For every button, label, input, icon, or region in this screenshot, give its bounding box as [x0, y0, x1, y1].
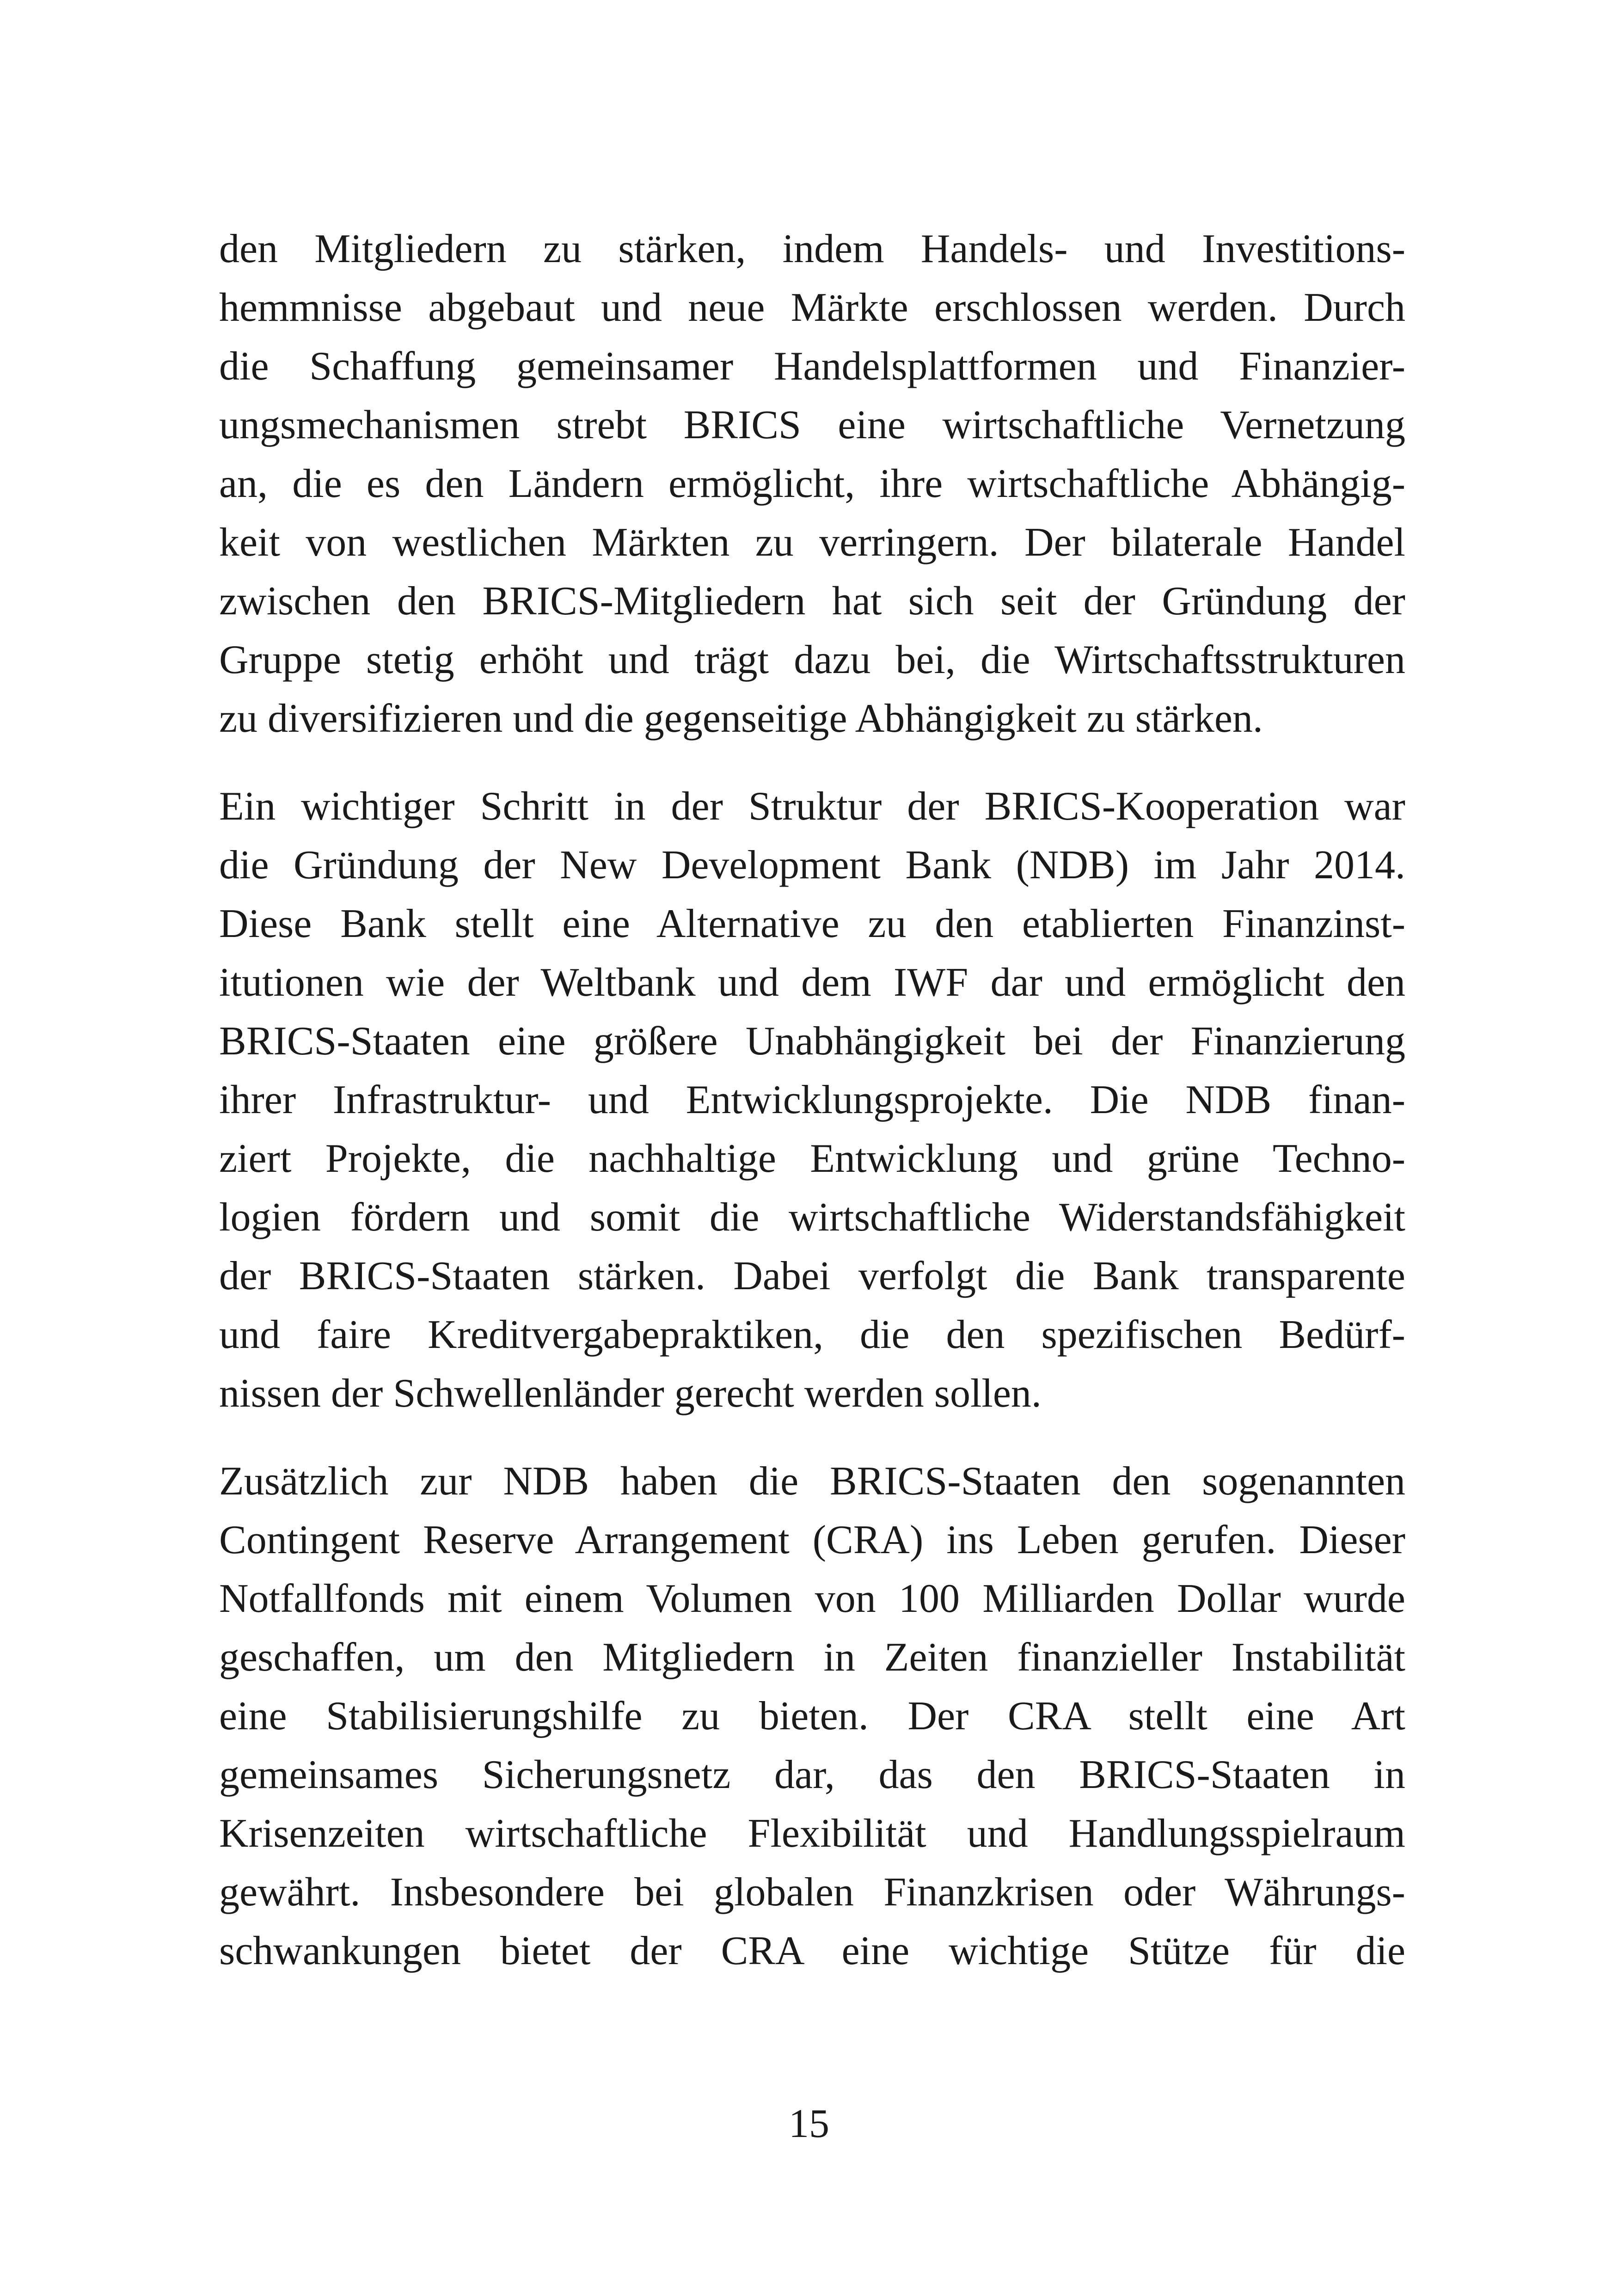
text-line: ungsmechanismen strebt BRICS eine wirtschaftliche Vernetzung	[219, 403, 1405, 447]
text-line: zu diversifizieren und die gegenseitige Abhängigkeit zu stärken.	[219, 696, 1263, 741]
text-line: gemeinsames Sicherungsnetz dar, das den BRICS-Staaten in	[219, 1752, 1405, 1797]
body-text	[219, 220, 1405, 2009]
text-line: Zusätzlich zur NDB haben die BRICS-Staaten den sogenannten	[219, 1459, 1405, 1504]
text-line: zwischen den BRICS-Mitgliedern hat sich seit der Gründung der	[219, 579, 1405, 624]
text-line: geschaffen, um den Mitgliedern in Zeiten finanzieller Instabilität	[219, 1635, 1405, 1680]
text-line: Contingent Reserve Arrangement (CRA) ins Leben gerufen. Dieser	[219, 1518, 1405, 1562]
page-number: 15	[789, 2101, 829, 2146]
text-line: und faire Kreditvergabepraktiken, die den spezifischen Bedürf-	[219, 1312, 1405, 1357]
text-line: ziert Projekte, die nachhaltige Entwicklung und grüne Techno-	[219, 1136, 1405, 1181]
text-line: Krisenzeiten wirtschaftliche Flexibilität und Handlungsspielraum	[219, 1811, 1405, 1856]
text-line: BRICS-Staaten eine größere Unabhängigkeit bei der Finanzierung	[219, 1019, 1405, 1064]
paragraph-ndb	[219, 777, 1405, 1423]
text-line: ihrer Infrastruktur- und Entwicklungsprojekte. Die NDB finan-	[219, 1078, 1405, 1122]
text-line: eine Stabilisierungshilfe zu bieten. Der CRA stellt eine Art	[219, 1694, 1405, 1739]
text-line: schwankungen bietet der CRA eine wichtige Stütze für die	[219, 1929, 1405, 1973]
text-line: der BRICS-Staaten stärken. Dabei verfolgt die Bank transparente	[219, 1254, 1405, 1298]
text-line: nissen der Schwellenländer gerecht werden sollen.	[219, 1371, 1042, 1416]
text-line: gewährt. Insbesondere bei globalen Finanzkrisen oder Währungs-	[219, 1870, 1405, 1915]
text-line: hemmnisse abgebaut und neue Märkte erschlossen werden. Durch	[219, 285, 1405, 330]
paragraph-trade	[219, 220, 1405, 748]
text-line: Ein wichtiger Schritt in der Struktur der BRICS-Kooperation war	[219, 784, 1405, 829]
text-line: logien fördern und somit die wirtschaftliche Widerstandsfähigkeit	[219, 1195, 1405, 1240]
text-line: Gruppe stetig erhöht und trägt dazu bei, die Wirtschaftsstrukturen	[219, 637, 1405, 682]
text-line: keit von westlichen Märkten zu verringern. Der bilaterale Handel	[219, 520, 1405, 565]
text-line: die Gründung der New Development Bank (NDB) im Jahr 2014.	[219, 843, 1405, 888]
text-line: Diese Bank stellt eine Alternative zu den etablierten Finanzinst-	[219, 901, 1405, 946]
text-line: Notfallfonds mit einem Volumen von 100 Milliarden Dollar wurde	[219, 1576, 1405, 1621]
text-line: an, die es den Ländern ermöglicht, ihre wirtschaftliche Abhängig-	[219, 461, 1405, 506]
text-line: den Mitgliedern zu stärken, indem Handels- und Investitions-	[219, 227, 1405, 271]
text-line: die Schaffung gemeinsamer Handelsplattformen und Finanzier-	[219, 344, 1405, 389]
paragraph-cra	[219, 1452, 1405, 1980]
text-line: itutionen wie der Weltbank und dem IWF dar und ermöglicht den	[219, 960, 1405, 1005]
